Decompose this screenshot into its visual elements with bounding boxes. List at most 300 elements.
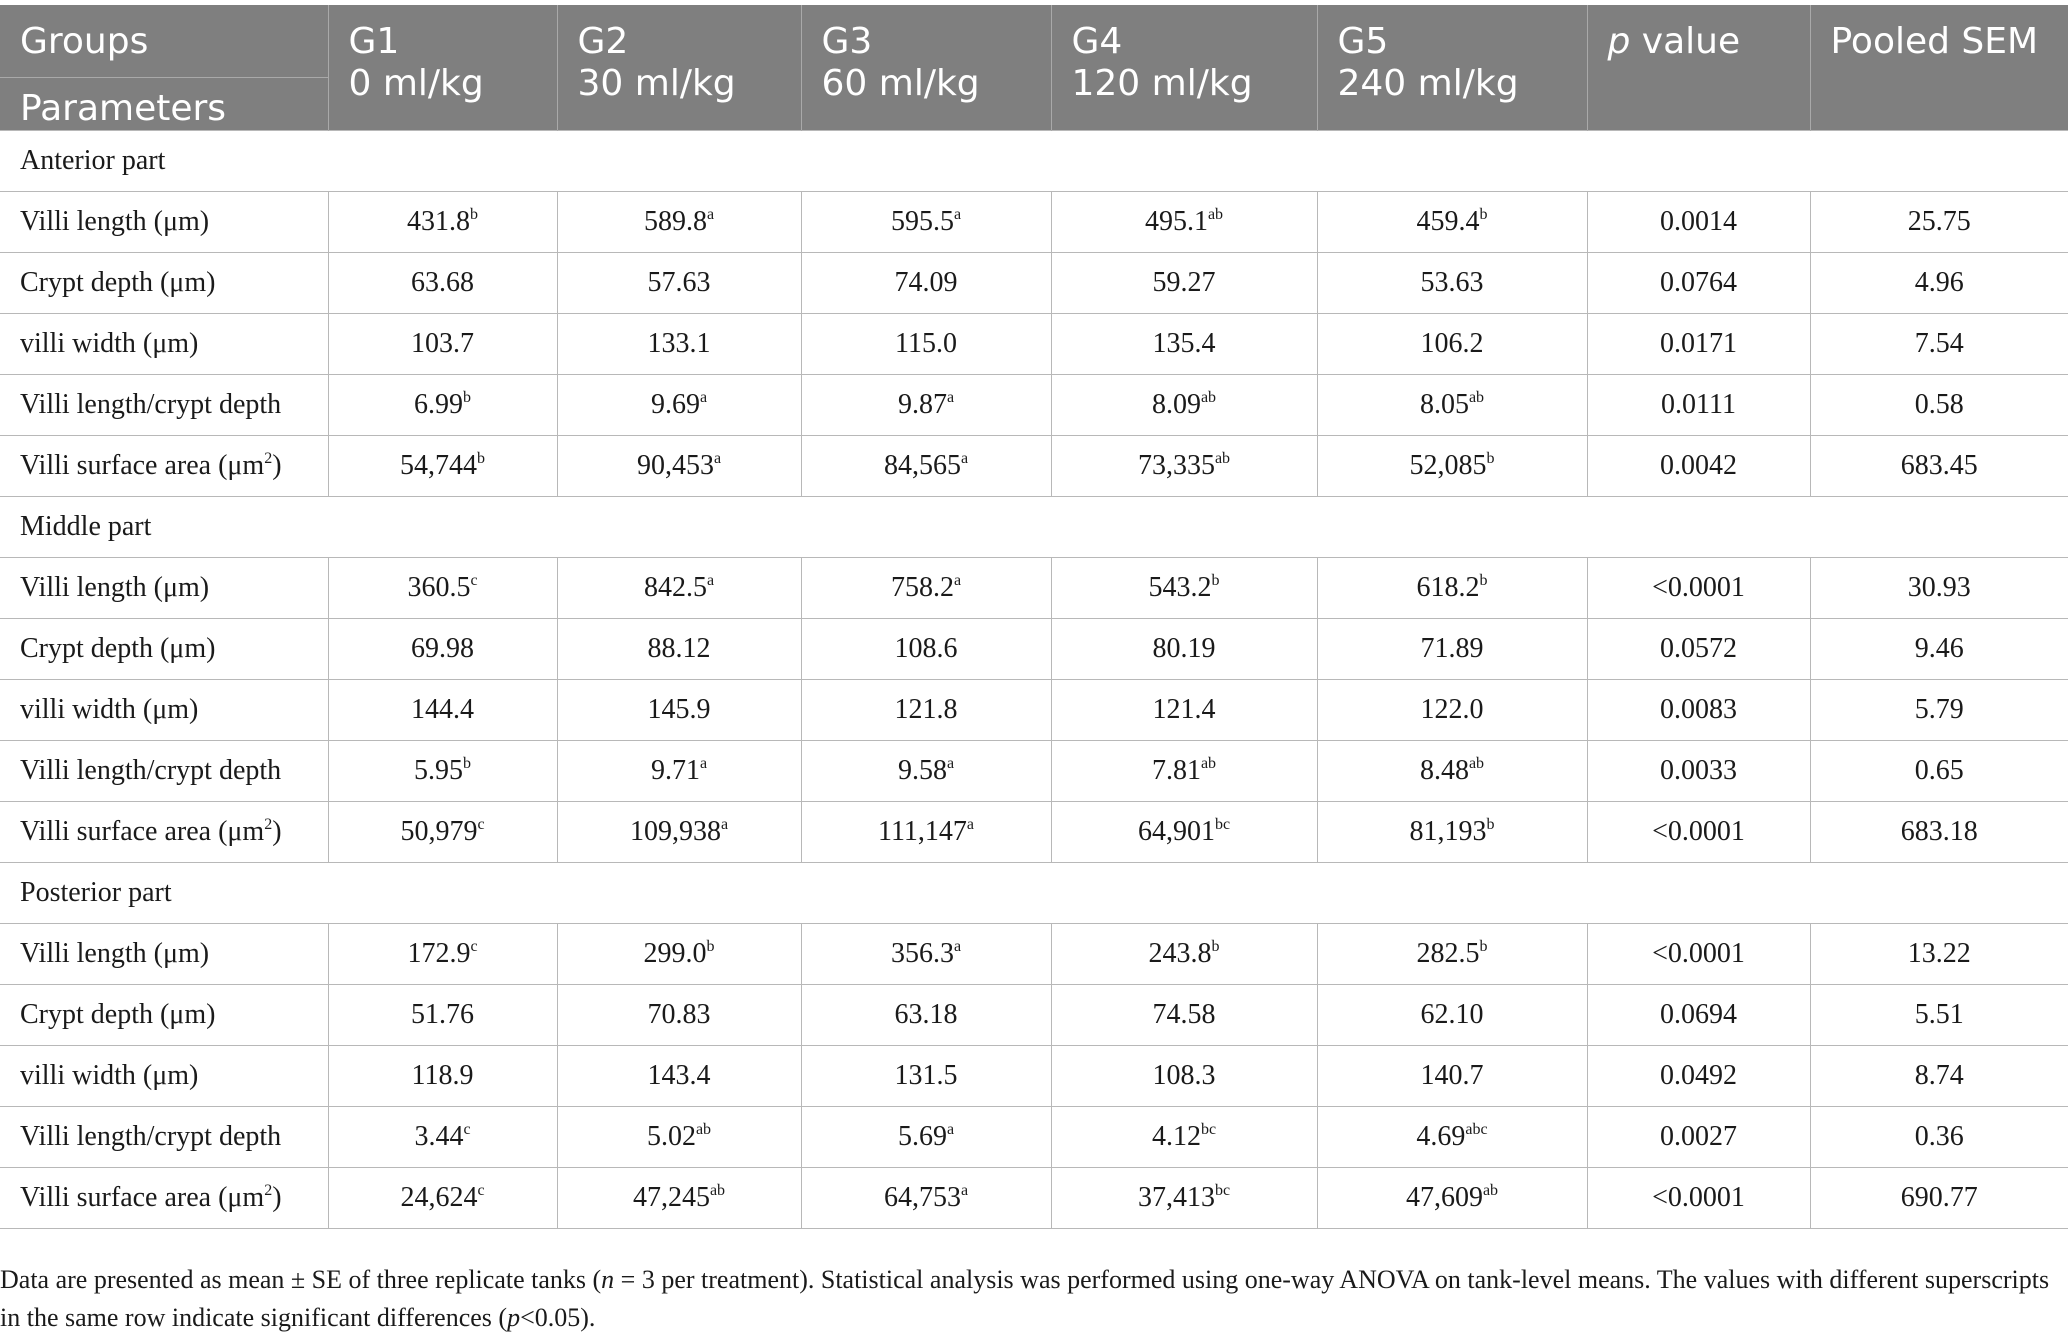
value-cell — [328, 192, 557, 253]
significance-letter: b — [1479, 938, 1488, 955]
value-cell — [1317, 924, 1587, 985]
parameter-label: Villi length (μm) — [20, 572, 210, 603]
value: 9.58 — [897, 755, 947, 786]
section-title: Anterior part — [0, 131, 2068, 192]
pooled-sem-cell: 690.77 — [1810, 1168, 2068, 1229]
p-value-cell: <0.0001 — [1587, 1168, 1810, 1229]
significance-letter: c — [463, 1121, 471, 1138]
value: 62.10 — [1420, 999, 1484, 1030]
pooled-sem-cell: 8.74 — [1810, 1046, 2068, 1107]
header-g1-dose: 0 ml/kg — [348, 63, 484, 104]
value: 57.63 — [647, 267, 711, 298]
parameter-label: Crypt depth (μm) — [20, 999, 216, 1030]
value-cell — [1317, 985, 1587, 1046]
parameter-label: Villi length (μm) — [20, 938, 210, 969]
table-body — [0, 131, 2068, 1229]
value-cell — [557, 192, 801, 253]
significance-letter: a — [706, 206, 715, 223]
significance-letter: b — [1211, 938, 1220, 955]
value: 495.1 — [1144, 206, 1208, 237]
value-cell — [1317, 253, 1587, 314]
header-pooled-sem-label: Pooled SEM — [1830, 21, 2039, 62]
value: 543.2 — [1148, 572, 1212, 603]
value-cell — [801, 985, 1051, 1046]
parameter-label: Crypt depth (μm) — [20, 267, 216, 298]
value-cell — [1051, 558, 1317, 619]
header-p-italic: p — [1607, 21, 1631, 62]
value: 63.68 — [411, 267, 474, 298]
value-cell — [328, 314, 557, 375]
header-groups-parameters — [0, 5, 328, 131]
value: 3.44 — [414, 1121, 464, 1152]
parameter-label: Villi length/crypt depth — [20, 755, 282, 786]
value: 842.5 — [643, 572, 707, 603]
significance-letter: b — [470, 206, 478, 223]
value: 144.4 — [411, 694, 474, 725]
value-cell — [801, 680, 1051, 741]
value: 64,753 — [883, 1182, 961, 1213]
value: 106.2 — [1420, 328, 1484, 359]
header-p-value — [1587, 5, 1810, 131]
value: 118.9 — [411, 1060, 474, 1091]
value-cell — [1317, 802, 1587, 863]
p-value-cell: <0.0001 — [1587, 802, 1810, 863]
value: 618.2 — [1416, 572, 1480, 603]
value-cell — [328, 558, 557, 619]
header-g4-dose: 120 ml/kg — [1071, 63, 1253, 104]
parameter-label-end: ) — [272, 450, 282, 481]
parameter-cell — [0, 1107, 328, 1168]
significance-letter: b — [463, 389, 471, 406]
significance-letter: ab — [1200, 755, 1217, 772]
value-cell — [801, 741, 1051, 802]
pooled-sem-cell: 0.65 — [1810, 741, 2068, 802]
value-cell — [1317, 192, 1587, 253]
value-cell — [1051, 985, 1317, 1046]
pooled-sem-cell: 683.45 — [1810, 436, 2068, 497]
parameter-cell — [0, 375, 328, 436]
significance-letter: a — [713, 450, 722, 467]
parameter-cell — [0, 558, 328, 619]
table-row — [0, 375, 2068, 436]
value: 50,979 — [400, 816, 478, 847]
parameter-superscript: 2 — [264, 1182, 273, 1199]
value-cell — [801, 1046, 1051, 1107]
value: 243.8 — [1148, 938, 1212, 969]
value-cell — [1317, 375, 1587, 436]
value: 111,147 — [877, 816, 967, 847]
parameter-cell — [0, 985, 328, 1046]
value: 282.5 — [1416, 938, 1480, 969]
significance-letter: b — [1479, 572, 1488, 589]
significance-letter: a — [966, 816, 975, 833]
value: 47,609 — [1405, 1182, 1483, 1213]
header-g3 — [801, 5, 1051, 131]
header-g5 — [1317, 5, 1587, 131]
significance-letter: c — [470, 572, 478, 589]
table-row — [0, 314, 2068, 375]
value-cell — [1317, 1168, 1587, 1229]
parameter-label: Villi surface area (μm — [20, 816, 265, 847]
significance-letter: b — [477, 450, 485, 467]
value: 53.63 — [1420, 267, 1484, 298]
parameter-label: villi width (μm) — [20, 694, 199, 725]
significance-letter: ab — [1214, 450, 1231, 467]
value: 459.4 — [1416, 206, 1480, 237]
table-row — [0, 558, 2068, 619]
parameter-cell — [0, 680, 328, 741]
value-cell — [557, 253, 801, 314]
value-cell — [1051, 1046, 1317, 1107]
value: 145.9 — [647, 694, 711, 725]
value-cell — [328, 924, 557, 985]
value-cell — [328, 253, 557, 314]
significance-letter: a — [699, 389, 708, 406]
table-row — [0, 924, 2068, 985]
parameter-cell — [0, 436, 328, 497]
value-cell — [557, 985, 801, 1046]
value-cell — [801, 558, 1051, 619]
table-row — [0, 1046, 2068, 1107]
p-value-cell: 0.0111 — [1587, 375, 1810, 436]
pooled-sem-cell: 30.93 — [1810, 558, 2068, 619]
significance-letter: c — [470, 938, 478, 955]
value-cell — [1317, 741, 1587, 802]
footnote-part3: <0.05). — [520, 1303, 596, 1332]
significance-letter: a — [960, 450, 969, 467]
value: 4.69 — [1416, 1121, 1466, 1152]
value-cell — [1317, 619, 1587, 680]
pooled-sem-cell: 25.75 — [1810, 192, 2068, 253]
parameter-superscript: 2 — [264, 816, 273, 833]
value-cell — [801, 1107, 1051, 1168]
significance-letter: a — [946, 389, 955, 406]
p-value-cell: 0.0764 — [1587, 253, 1810, 314]
p-value-cell: 0.0042 — [1587, 436, 1810, 497]
value: 5.02 — [646, 1121, 696, 1152]
value: 9.71 — [650, 755, 700, 786]
value-cell — [1051, 375, 1317, 436]
value-cell — [1051, 924, 1317, 985]
significance-letter: a — [946, 1121, 955, 1138]
value-cell — [1317, 680, 1587, 741]
value: 595.5 — [890, 206, 954, 237]
value-cell — [1317, 1107, 1587, 1168]
value: 9.87 — [897, 389, 947, 420]
header-g2-name: G2 — [577, 21, 629, 62]
pooled-sem-cell: 0.36 — [1810, 1107, 2068, 1168]
value-cell — [557, 436, 801, 497]
pooled-sem-cell: 5.51 — [1810, 985, 2068, 1046]
value: 64,901 — [1137, 816, 1215, 847]
significance-letter: ab — [1207, 206, 1224, 223]
value: 109,938 — [629, 816, 721, 847]
value-cell — [801, 375, 1051, 436]
parameter-cell — [0, 1168, 328, 1229]
value-cell — [328, 802, 557, 863]
value: 7.81 — [1151, 755, 1201, 786]
value-cell — [557, 1168, 801, 1229]
parameter-label: Villi surface area (μm — [20, 1182, 265, 1213]
parameter-label: Villi length (μm) — [20, 206, 210, 237]
table-row — [0, 253, 2068, 314]
value-cell — [801, 802, 1051, 863]
value: 90,453 — [636, 450, 714, 481]
section-row — [0, 497, 2068, 558]
value: 54,744 — [400, 450, 477, 481]
data-table — [0, 5, 2068, 1229]
significance-letter: a — [960, 1182, 969, 1199]
value-cell — [801, 924, 1051, 985]
section-title: Middle part — [0, 497, 2068, 558]
table-row — [0, 1107, 2068, 1168]
value-cell — [557, 680, 801, 741]
value-cell — [801, 314, 1051, 375]
value-cell — [328, 741, 557, 802]
header-g1-name: G1 — [348, 21, 400, 62]
parameter-label: villi width (μm) — [20, 328, 199, 359]
p-value-cell: 0.0014 — [1587, 192, 1810, 253]
pooled-sem-cell: 7.54 — [1810, 314, 2068, 375]
value: 121.8 — [894, 694, 958, 725]
significance-letter: ab — [1468, 389, 1485, 406]
value: 63.18 — [894, 999, 958, 1030]
parameter-cell — [0, 924, 328, 985]
value: 9.69 — [650, 389, 700, 420]
table-row — [0, 619, 2068, 680]
parameter-superscript: 2 — [264, 450, 273, 467]
pooled-sem-cell: 0.58 — [1810, 375, 2068, 436]
section-title: Posterior part — [0, 863, 2068, 924]
header-g3-name: G3 — [821, 21, 873, 62]
value: 74.09 — [894, 267, 958, 298]
table-footnote — [0, 1261, 2060, 1337]
table-row — [0, 985, 2068, 1046]
table-row — [0, 192, 2068, 253]
value: 81,193 — [1409, 816, 1487, 847]
parameter-cell — [0, 802, 328, 863]
header-g2-dose: 30 ml/kg — [577, 63, 736, 104]
p-value-cell: 0.0694 — [1587, 985, 1810, 1046]
significance-letter: b — [1486, 450, 1495, 467]
value: 84,565 — [883, 450, 961, 481]
table-row — [0, 741, 2068, 802]
value: 88.12 — [647, 633, 711, 664]
value: 8.48 — [1419, 755, 1469, 786]
p-value-cell: 0.0083 — [1587, 680, 1810, 741]
value: 4.12 — [1151, 1121, 1201, 1152]
significance-letter: a — [946, 755, 955, 772]
parameter-label: Crypt depth (μm) — [20, 633, 216, 664]
value-cell — [1051, 619, 1317, 680]
value-cell — [1051, 314, 1317, 375]
significance-letter: a — [699, 755, 708, 772]
value: 133.1 — [647, 328, 711, 359]
value-cell — [557, 375, 801, 436]
value-cell — [801, 253, 1051, 314]
value: 8.09 — [1151, 389, 1201, 420]
parameter-label: Villi surface area (μm — [20, 450, 265, 481]
value-cell — [1317, 436, 1587, 497]
value-cell — [1051, 253, 1317, 314]
pooled-sem-cell: 683.18 — [1810, 802, 2068, 863]
value: 431.8 — [407, 206, 470, 237]
significance-letter: ab — [1482, 1182, 1499, 1199]
value-cell — [328, 985, 557, 1046]
significance-letter: c — [477, 816, 485, 833]
significance-letter: b — [706, 938, 715, 955]
parameter-cell — [0, 1046, 328, 1107]
p-value-cell: 0.0492 — [1587, 1046, 1810, 1107]
value-cell — [1051, 1168, 1317, 1229]
value-cell — [801, 1168, 1051, 1229]
significance-letter: b — [1486, 816, 1495, 833]
header-p-rest: value — [1630, 21, 1741, 62]
value-cell — [557, 1107, 801, 1168]
value-cell — [1051, 741, 1317, 802]
parameter-cell — [0, 192, 328, 253]
value-cell — [557, 741, 801, 802]
significance-letter: a — [953, 572, 962, 589]
value-cell — [557, 924, 801, 985]
p-value-cell: 0.0171 — [1587, 314, 1810, 375]
value: 103.7 — [411, 328, 474, 359]
table-row — [0, 436, 2068, 497]
value: 5.69 — [897, 1121, 947, 1152]
value-cell — [1051, 192, 1317, 253]
p-value-cell: 0.0033 — [1587, 741, 1810, 802]
value: 299.0 — [643, 938, 707, 969]
footnote-part2: = 3 per treatment). Statistical analysis was performed using one-way ANOVA on tank-level means. The values with different superscripts in the same row indicate significant differences ( — [0, 1265, 2050, 1332]
value-cell — [1317, 558, 1587, 619]
pooled-sem-cell: 5.79 — [1810, 680, 2068, 741]
significance-letter: b — [463, 755, 471, 772]
table-container — [0, 5, 2068, 1229]
value-cell — [1051, 802, 1317, 863]
header-groups-label: Groups — [20, 21, 149, 62]
value: 52,085 — [1409, 450, 1487, 481]
value-cell — [328, 1107, 557, 1168]
table-row — [0, 680, 2068, 741]
significance-letter: b — [1211, 572, 1220, 589]
value-cell — [557, 314, 801, 375]
p-value-cell: <0.0001 — [1587, 558, 1810, 619]
significance-letter: a — [953, 938, 962, 955]
header-g5-dose: 240 ml/kg — [1337, 63, 1519, 104]
footnote-part1: Data are presented as mean ± SE of three replicate tanks ( — [0, 1265, 602, 1294]
header-g2 — [557, 5, 801, 131]
pooled-sem-cell: 13.22 — [1810, 924, 2068, 985]
value-cell — [1317, 1046, 1587, 1107]
value: 24,624 — [400, 1182, 478, 1213]
parameter-cell — [0, 253, 328, 314]
pooled-sem-cell: 4.96 — [1810, 253, 2068, 314]
value-cell — [328, 1168, 557, 1229]
significance-letter: ab — [695, 1121, 712, 1138]
value: 74.58 — [1152, 999, 1216, 1030]
header-g3-dose: 60 ml/kg — [821, 63, 980, 104]
parameter-label-end: ) — [272, 816, 282, 847]
table-header — [0, 5, 2068, 131]
parameter-label: Villi length/crypt depth — [20, 1121, 282, 1152]
value: 360.5 — [407, 572, 471, 603]
value-cell — [801, 619, 1051, 680]
value: 172.9 — [407, 938, 471, 969]
value: 140.7 — [1420, 1060, 1484, 1091]
value: 80.19 — [1152, 633, 1216, 664]
significance-letter: ab — [1200, 389, 1217, 406]
value: 122.0 — [1420, 694, 1484, 725]
parameter-label: villi width (μm) — [20, 1060, 199, 1091]
value: 115.0 — [895, 328, 957, 359]
significance-letter: ab — [1468, 755, 1485, 772]
value-cell — [557, 802, 801, 863]
header-g5-name: G5 — [1337, 21, 1389, 62]
significance-letter: a — [706, 572, 715, 589]
value: 59.27 — [1152, 267, 1216, 298]
parameter-label-end: ) — [272, 1182, 282, 1213]
value-cell — [557, 558, 801, 619]
value: 70.83 — [647, 999, 711, 1030]
parameter-cell — [0, 619, 328, 680]
value: 108.3 — [1152, 1060, 1216, 1091]
header-g4-name: G4 — [1071, 21, 1123, 62]
value: 356.3 — [890, 938, 954, 969]
value: 6.99 — [414, 389, 463, 420]
value: 589.8 — [643, 206, 707, 237]
value: 143.4 — [647, 1060, 711, 1091]
p-value-cell: 0.0572 — [1587, 619, 1810, 680]
value: 131.5 — [894, 1060, 958, 1091]
significance-letter: b — [1479, 206, 1488, 223]
value: 73,335 — [1137, 450, 1215, 481]
parameter-label: Villi length/crypt depth — [20, 389, 282, 420]
section-row — [0, 131, 2068, 192]
value-cell — [801, 436, 1051, 497]
value-cell — [328, 375, 557, 436]
significance-letter: bc — [1214, 816, 1231, 833]
significance-letter: c — [477, 1182, 485, 1199]
table-row — [0, 1168, 2068, 1229]
value: 135.4 — [1152, 328, 1216, 359]
pooled-sem-cell: 9.46 — [1810, 619, 2068, 680]
value: 8.05 — [1419, 389, 1469, 420]
significance-letter: bc — [1200, 1121, 1217, 1138]
value: 47,245 — [632, 1182, 710, 1213]
p-value-cell: 0.0027 — [1587, 1107, 1810, 1168]
value-cell — [1051, 680, 1317, 741]
value-cell — [557, 1046, 801, 1107]
value-cell — [328, 619, 557, 680]
value: 37,413 — [1137, 1182, 1215, 1213]
value-cell — [1051, 1107, 1317, 1168]
value: 69.98 — [411, 633, 474, 664]
value: 71.89 — [1420, 633, 1484, 664]
significance-letter: a — [720, 816, 729, 833]
header-g1 — [328, 5, 557, 131]
header-parameters-label: Parameters — [0, 77, 328, 130]
parameter-cell — [0, 314, 328, 375]
value-cell — [1051, 436, 1317, 497]
header-pooled-sem — [1810, 5, 2068, 131]
header-g4 — [1051, 5, 1317, 131]
footnote-p: p — [507, 1303, 521, 1332]
footnote-n: n — [601, 1265, 615, 1294]
significance-letter: ab — [709, 1182, 726, 1199]
value-cell — [328, 436, 557, 497]
value-cell — [328, 1046, 557, 1107]
value-cell — [801, 192, 1051, 253]
